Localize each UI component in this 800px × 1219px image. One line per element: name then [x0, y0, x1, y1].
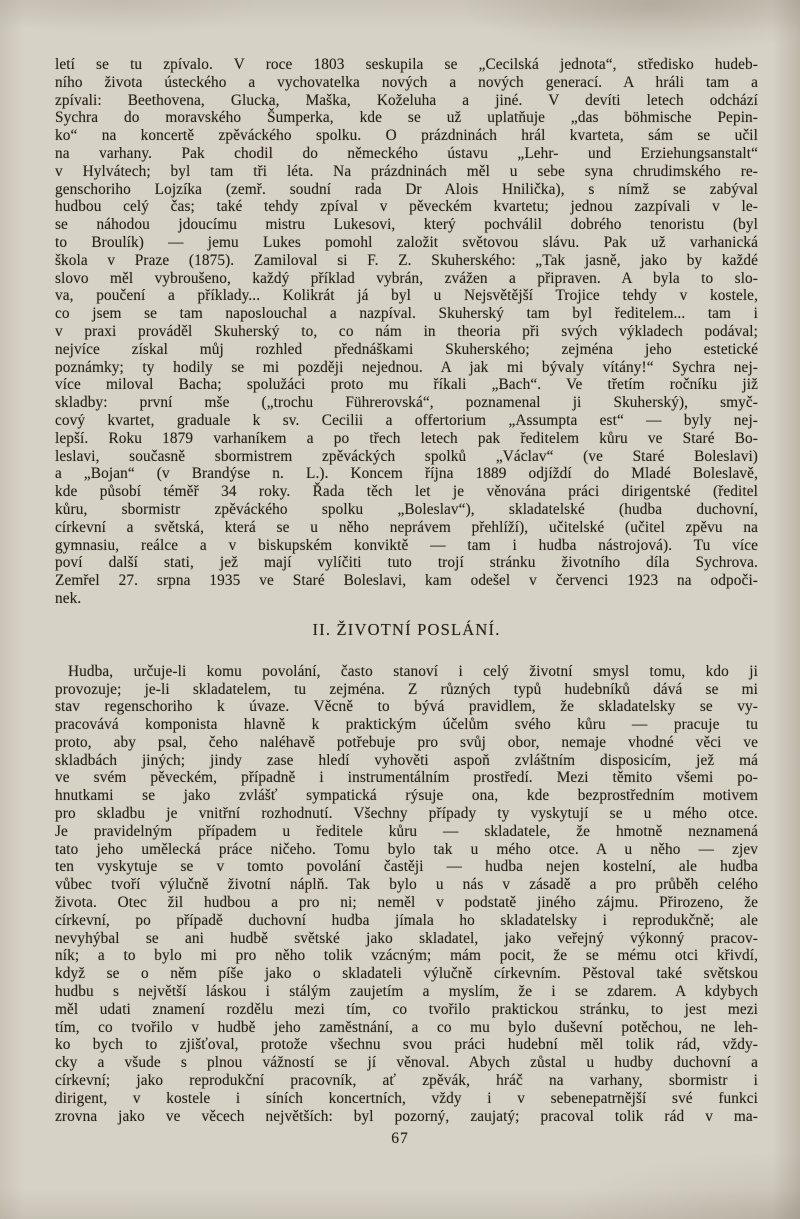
text-line: zpívali: Beethovena, Glucka, Maška, Koželuha a jiné. V devíti letech odchází	[55, 91, 758, 109]
text-line: skladby: první mše („trochu Führerovská“, poznamenal ji Skuherský), smyč-	[55, 394, 758, 412]
text-line: kůru, sbormistr zpěváckého spolku „Boleslav“), skladatelské (hudba duchovní,	[55, 500, 758, 518]
text-line: ník; a to bylo mi pro něho tolik vzácným; mám pocit, že se mému otci křivdí,	[55, 947, 758, 965]
text-line: Sychra do moravského Šumperka, kde se už uplatňuje „das böhmische Pepin-	[55, 109, 758, 127]
text-line: ko bych to zjišťoval, protože všechnu svou práci hudební měl tolik rád, vždy-	[55, 1036, 758, 1054]
text-line: života. Otec žil hudbou a pro ni; neměl v podstatě jiného zájmu. Přirozeno, že	[55, 894, 758, 912]
text-line: slovo měl vybroušeno, každý příklad vybrán, zvážen a připraven. A byla to slo-	[55, 269, 758, 287]
text-line: poznámky; ty hodily se mi později nejednou. A jak mi bývaly vítány!“ Sychra nej-	[55, 358, 758, 376]
text-line: na varhany. Pak chodil do německého ústavu „Lehr- und Erziehungsanstalt“	[55, 144, 758, 162]
text-line: hnutkami se jako zvlášť sympatická rýsuje ona, kde bezprostředním motivem	[55, 787, 758, 805]
text-line: církevní a světská, která se u něho neprávem přehlíží), učitelské (učitel zpěvu na	[55, 518, 758, 536]
text-line: genschoriho Lojzíka (zemř. soudní rada Dr Alois Hnilička), s nímž se zabýval	[55, 180, 758, 198]
text-line: když se o něm píše jako o skladateli výlučně církevním. Pěstoval také světskou	[55, 965, 758, 983]
text-line: va, poučení a příklady... Kolikrát já byl u Nejsvětější Trojice tehdy v kostele,	[55, 287, 758, 305]
text-line: ko“ na koncertě zpěváckého spolku. O prázdninách hrál kvarteta, sám se učil	[55, 127, 758, 145]
text-line: škola v Praze (1875). Zamiloval si F. Z. Skuherského: „Tak jasně, jako by každé	[55, 251, 758, 269]
text-line: více miloval Bacha; spolužáci proto mu říkali „Bach“. Ve třetím ročníku již	[55, 376, 758, 394]
text-line: skladbách jiných; jindy zase hledí vyhověti aspoň zvláštním disposicím, jež má	[55, 751, 758, 769]
text-line: leslavi, současně sbormistrem zpěváckých spolků „Václav“ (ve Staré Boleslavi)	[55, 447, 758, 465]
text-block	[55, 56, 758, 1125]
text-line: církevní, po případě duchovní hudba jímala ho skladatelsky i reprodukčně; ale	[55, 911, 758, 929]
text-line: provozuje; je-li skladatelem, tu zejména. Z různých typů hudebníků dává se mi	[55, 680, 758, 698]
text-line: gymnasiu, reálce a v biskupském konviktě — tam i hudba nástrojová). Tu více	[55, 536, 758, 554]
text-line: ten vyskytuje se v tomto povolání častěji — hudba nejen kostelní, ale hudba	[55, 858, 758, 876]
text-line: ve svém pěveckém, případně i instrumentálním prostředí. Mezi těmito všemi po-	[55, 769, 758, 787]
text-line: tím, co tvořilo v hudbě jeho zaměstnání, a co mu bylo duševní potěchou, ne leh-	[55, 1018, 758, 1036]
text-line: a „Bojan“ (v Brandýse n. L.). Koncem října 1889 odjíždí do Mladé Boleslavě,	[55, 465, 758, 483]
text-line: co jsem se tam naposlouchal a nazpíval. Skuherský tam byl ředitelem... tam i	[55, 305, 758, 323]
text-line: Zemřel 27. srpna 1935 ve Staré Boleslavi, kam odešel v červenci 1923 na odpoči-	[55, 572, 758, 590]
text-line: proto, aby psal, čeho naléhavě potřebuje pro svůj obor, nemaje vhodné věci ve	[55, 733, 758, 751]
text-line: v Hylvátech; byl tam tři léta. Na prázdninách měl u sebe syna chrudimského re-	[55, 162, 758, 180]
text-line: nek.	[55, 589, 82, 607]
text-line: hudbu s největší láskou i stálým zaujetím a myslím, že i se zdarem. A kdybych	[55, 983, 758, 1001]
text-line: nevyhýbal se ani hudbě světské jako skladatel, jako veřejný výkonný pracov-	[55, 929, 758, 947]
text-line: pro skladbu je vnitřní rozhodnutí. Všechny případy ty vyskytují se u mého otce.	[55, 805, 758, 823]
text-line: tato jeho umělecká práce ničeho. Tomu bylo tak u mého otce. A u něho — zjev	[55, 840, 758, 858]
text-line: kde působí téměř 34 roky. Řada těch let je věnována práci dirigentské (ředitel	[55, 483, 758, 501]
text-line: poví další stati, jež mají vylíčiti tuto trojí stránku životního díla Sychrova.	[55, 554, 758, 572]
text-line: Hudba, určuje-li komu povolání, často stanoví i celý životní smysl tomu, kdo ji	[68, 662, 758, 680]
text-line: letí se tu zpívalo. V roce 1803 seskupila se „Cecilská jednota“, středisko hudeb-	[55, 56, 758, 73]
text-line: to Broulík) — jemu Lukes pomohl založit světovou slávu. Pak už varhanická	[55, 233, 758, 251]
text-line: se náhodou jdoucímu mistru Lukesovi, který pochválil dobrého tenoristu (byl	[55, 216, 758, 234]
text-line: cový kvartet, graduale k sv. Cecilii a offertorium „Assumpta est“ — byly nej-	[55, 411, 758, 429]
text-line: v praxi prováděl Skuherský to, co nám in theoria při svých výkladech podával;	[55, 322, 758, 340]
text-line: ního života ústeckého a vychovatelka nových a nových generací. A hráli tam a	[55, 73, 758, 91]
text-line: pracovává komponista hlavně k praktickým účelům svého kůru — pracuje tu	[55, 716, 758, 734]
page-number: 67	[391, 1130, 409, 1147]
paragraph-life-mission	[55, 663, 758, 1126]
text-line: dirigent, v kostele i síních koncertních, vždy i v sebenepatrnější své funkci	[55, 1089, 758, 1107]
text-line: měl udati znamení rozdělu mezi tím, co tvořilo praktickou stránku, to jest mezi	[55, 1000, 758, 1018]
text-line: hudbou celý čas; také tehdy zpíval v pěveckém kvartetu; jednou zazpívali v le-	[55, 198, 758, 216]
text-line: nejvíce získal můj rozhled přednáškami Skuherského; zejména jeho estetické	[55, 340, 758, 358]
text-line: vůbec tvoří výlučně životní náplň. Tak bylo u nás v zásadě a pro průběh celého	[55, 876, 758, 894]
text-line: církevní; jako reprodukční pracovník, ať zpěvák, hráč na varhany, sbormistr i	[55, 1072, 758, 1090]
text-line: cky a všude s plnou vážností se jí věnoval. Abych zůstal u hudby duchovní a	[55, 1054, 758, 1072]
section-heading: II. ŽIVOTNÍ POSLÁNÍ.	[312, 619, 501, 639]
text-line: Je pravidelným případem u ředitele kůru — skladatele, že hmotně neznamená	[55, 822, 758, 840]
text-line: stav regenschoriho k úvaze. Věcně to bývá pravidlem, že skladatelsky se vy-	[55, 698, 758, 716]
text-line: lepší. Roku 1879 varhaníkem a po třech letech pak ředitelem kůru ve Staré Bo-	[55, 429, 758, 447]
paragraph-biography	[55, 56, 758, 608]
text-line: zrovna jako ve věcech největších: byl pozorný, zaujatý; pracoval tolik rád v ma-	[55, 1107, 758, 1125]
